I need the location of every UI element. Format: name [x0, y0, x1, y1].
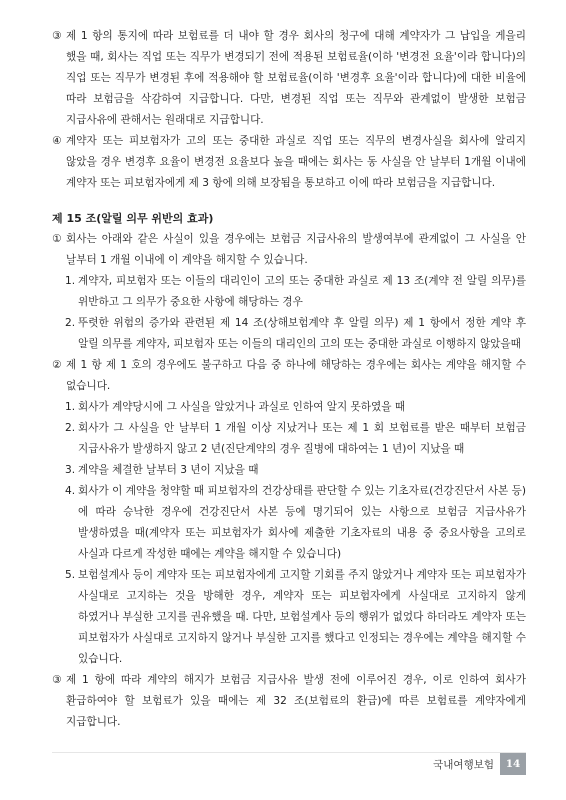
- item-number: 2.: [65, 422, 76, 434]
- list-item: [52, 397, 526, 418]
- list-item: [52, 481, 526, 565]
- item-text: 회사가 계약당시에 그 사실을 알았거나 과실로 인하여 알지 못하였을 때: [78, 401, 406, 413]
- footer-document-title: 국내여행보험: [433, 759, 494, 771]
- article-paragraph-3: [52, 670, 526, 733]
- list-item: [52, 271, 526, 313]
- item-number: 5.: [65, 569, 76, 581]
- list-item: [52, 418, 526, 460]
- clause-number: ③: [52, 30, 62, 42]
- item-number: 4.: [65, 485, 76, 497]
- clause-text: 제 1 항 제 1 호의 경우에도 불구하고 다음 중 하나에 해당하는 경우에는 회사는 계약을 해지할 수 없습니다.: [66, 359, 526, 392]
- clause-number: ③: [52, 674, 62, 686]
- clause-text: 계약자 또는 피보험자가 고의 또는 중대한 과실로 직업 또는 직무의 변경사실을 회사에 알리지 않았을 경우 변경후 요율이 변경전 요율보다 높을 때에는 회사는 동 사실을 안 날부터 1개월 이내에 계약자 또는 피보험자에게 제 3 항에 의해 보장됨을 통보하고 이에 따라 보험금을 지급합니다.: [66, 135, 526, 189]
- item-text: 계약자, 피보험자 또는 이들의 대리인이 고의 또는 중대한 과실로 제 13 조(계약 전 알릴 의무)를 위반하고 그 의무가 중요한 사항에 해당하는 경우: [78, 275, 526, 308]
- footer-divider: [52, 752, 526, 753]
- article-paragraph-1: [52, 229, 526, 271]
- clause-3-paragraph: [52, 26, 526, 131]
- page-number: 14: [500, 753, 526, 775]
- item-text: 계약을 체결한 날부터 3 년이 지났을 때: [78, 464, 259, 476]
- list-item: [52, 460, 526, 481]
- list-item: [52, 313, 526, 355]
- item-number: 1.: [65, 401, 76, 413]
- clause-number: ④: [52, 135, 62, 147]
- clause-text: 제 1 항의 통지에 따라 보험료를 더 내야 할 경우 회사의 청구에 대해 계약자가 그 납입을 게을리 했을 때, 회사는 직업 또는 직무가 변경되기 전에 적용된 보험료율(이하 '변경전 요율'이라 합니다)의 직업 또는 직무가 변경된 후에 적용해야 할 보험료율(이하 '변경후 요율'이라 합니다)에 대한 비율에 따라 보험금을 삭감하여 지급합니다. 다만, 변경된 직업 또는 직무와 관계없이 발생한 보험금 지급사유에 관해서는 원래대로 지급합니다.: [66, 30, 526, 126]
- item-text: 회사가 이 계약을 청약할 때 피보험자의 건강상태를 판단할 수 있는 기초자료(건강진단서 사본 등)에 따라 승낙한 경우에 건강진단서 사본 등에 명기되어 있는 사항으로 보험금 지급사유가 발생하였을 때(계약자 또는 피보험자가 회사에 제출한 기초자료의 내용 중 중요사항을 고의로 사실과 다르게 작성한 때에는 계약을 해지할 수 있습니다): [78, 485, 526, 560]
- clause-text: 제 1 항에 따라 계약의 해지가 보험금 지급사유 발생 전에 이루어진 경우, 이로 인하여 회사가 환급하여야 할 보험료가 있을 때에는 제 32 조(보험료의 환급)에 따른 보험료를 계약자에게 지급합니다.: [66, 674, 526, 728]
- item-number: 1.: [65, 275, 76, 287]
- clause-number: ②: [52, 359, 62, 371]
- item-text: 보험설계사 등이 계약자 또는 피보험자에게 고지할 기회를 주지 않았거나 계약자 또는 피보험자가 사실대로 고지하는 것을 방해한 경우, 계약자 또는 피보험자에게 사실대로 고지하지 않게 하였거나 부실한 고지를 권유했을 때. 다만, 보험설계사 등의 행위가 없었다 하더라도 계약자 또는 피보험자가 사실대로 고지하지 않거나 부실한 고지를 했다고 인정되는 경우에는 계약을 해지할 수 있습니다.: [78, 569, 526, 665]
- item-text: 회사가 그 사실을 안 날부터 1 개월 이상 지났거나 또는 제 1 회 보험료를 받은 때부터 보험금 지급사유가 발생하지 않고 2 년(진단계약의 경우 질병에 대하여는 1 년)이 지났을 때: [78, 422, 526, 455]
- item-number: 3.: [65, 464, 76, 476]
- clause-number: ①: [52, 233, 62, 245]
- clause-4-paragraph: [52, 131, 526, 194]
- list-item: [52, 565, 526, 670]
- clause-text: 회사는 아래와 같은 사실이 있을 경우에는 보험금 지급사유의 발생여부에 관계없이 그 사실을 안 날부터 1 개월 이내에 이 계약을 해지할 수 있습니다.: [66, 233, 526, 266]
- document-body: [52, 26, 526, 733]
- item-text: 뚜렷한 위험의 증가와 관련된 제 14 조(상해보험계약 후 알릴 의무) 제 1 항에서 정한 계약 후 알릴 의무를 계약자, 피보험자 또는 이들의 대리인의 고의 또는 중대한 과실로 이행하지 않았을때: [78, 317, 526, 350]
- item-number: 2.: [65, 317, 76, 329]
- article-paragraph-2: [52, 355, 526, 397]
- article-title: 제 15 조(알릴 의무 위반의 효과): [52, 212, 214, 225]
